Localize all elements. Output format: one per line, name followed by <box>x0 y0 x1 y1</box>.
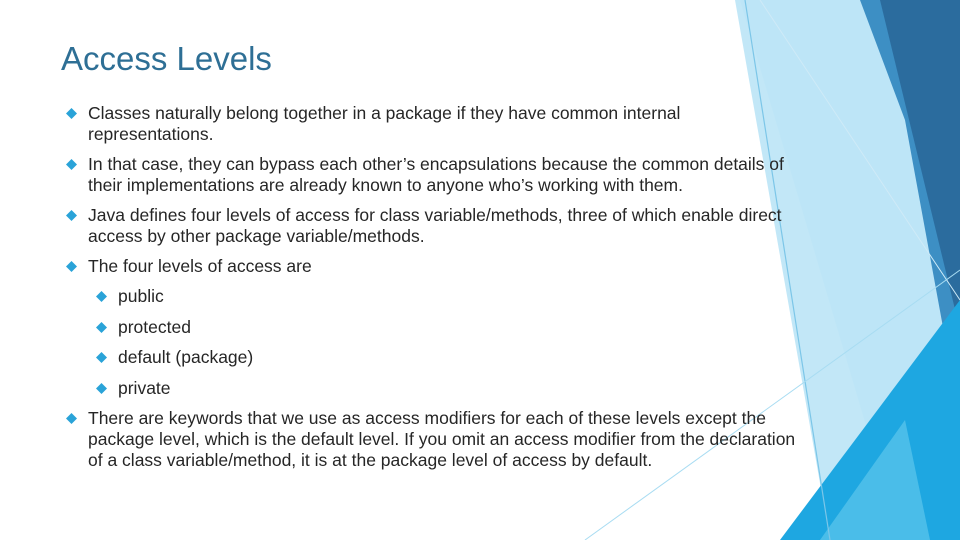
diamond-bullet-icon <box>66 159 77 170</box>
sub-bullet-text: default (package) <box>118 347 254 367</box>
bullet-text: Classes naturally belong together in a package if they have common internal representations. <box>88 103 681 144</box>
diamond-bullet-icon <box>96 352 107 363</box>
bullet-text: There are keywords that we use as access modifiers for each of these levels except the package level, which is the default level. If you omit an access modifier from the declaration of a class variable/method, it is at the package level of access by default. <box>88 408 796 470</box>
diamond-bullet-icon <box>66 108 77 119</box>
sub-bullet-text: public <box>118 286 164 306</box>
diamond-bullet-icon <box>96 383 107 394</box>
bullet-text: In that case, they can bypass each other’s encapsulations because the common details of their implementations are already known to anyone who’s working with them. <box>88 154 784 195</box>
bullet-text: The four levels of access are <box>88 256 312 276</box>
diamond-bullet-icon <box>66 210 77 221</box>
diamond-bullet-icon <box>96 322 107 333</box>
diamond-bullet-icon <box>96 291 107 302</box>
sub-bullet-text: private <box>118 378 171 398</box>
bullet-text: Java defines four levels of access for class variable/methods, three of which enable direct access by other package variable/methods. <box>88 205 782 246</box>
sub-bullet-text: protected <box>118 317 191 337</box>
diamond-bullet-icon <box>66 413 77 424</box>
slide-title: Access Levels <box>61 40 272 77</box>
diamond-bullet-icon <box>66 261 77 272</box>
